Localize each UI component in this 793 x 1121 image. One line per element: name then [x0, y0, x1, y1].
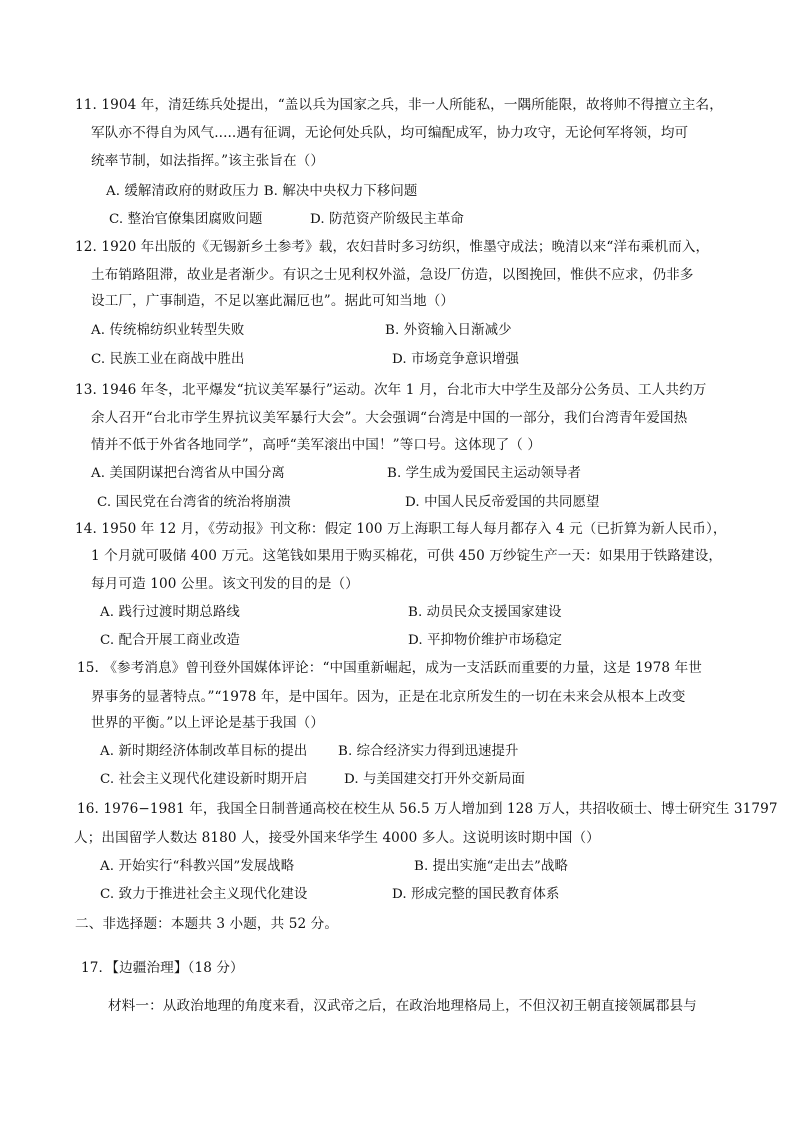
q12-option-b: B. 外资输入日渐减少: [385, 323, 512, 338]
q14-line-3: 每月可造 100 公里。该文刊发的目的是（）: [91, 576, 359, 592]
q11-line-1: 11. 1904 年，清廷练兵处提出，“盖以兵为国家之兵，非一人所能私，一隅所能限，故将帅不得擅立主名，: [75, 97, 723, 113]
q15-option-b: B. 综合经济实力得到迅速提升: [338, 744, 519, 759]
q13-option-c: C. 国民党在台湾省的统治将崩溃: [97, 495, 291, 510]
q11-line-2: 军队亦不得自为风气.....遇有征调，无论何处兵队，均可编配成军，协力攻守，无论何军将领，均可: [91, 125, 689, 141]
q17-title: 17．【边疆治理】（18 分）: [81, 960, 244, 976]
q16-option-b: B. 提出实施“走出去”战略: [414, 859, 568, 874]
q15-line-2: 界事务的显著特点。”“1978 年，是中国年。因为，正是在北京所发生的一切在未来会从根本上改变: [91, 689, 686, 705]
q13-line-1: 13. 1946 年冬，北平爆发“抗议美军暴行”运动。次年 1 月，台北市大中学生及部分公务员、工人共约万: [75, 382, 707, 398]
q12-line-3: 设工厂，广事制造，不足以塞此漏厄也”。据此可知当地（）: [91, 293, 455, 309]
q14-option-a: A. 践行过渡时期总路线: [100, 605, 240, 620]
q15-line-1: 15. 《参考消息》曾刊登外国媒体评论：“中国重新崛起，成为一支活跃而重要的力量，这是 1978 年世: [77, 660, 702, 676]
q14-option-b: B. 动员民众支援国家建设: [408, 605, 562, 620]
q12-option-c: C. 民族工业在商战中胜出: [91, 352, 245, 367]
q16-option-d: D. 形成完整的国民教育体系: [392, 887, 560, 902]
q11-line-3: 统率节制，如法指挥。”该主张旨在（）: [91, 153, 325, 169]
q15-line-3: 世界的平衡。”以上评论是基于我国（）: [91, 715, 325, 731]
q14-option-d: D. 平抑物价维护市场稳定: [408, 633, 562, 648]
q14-line-2: 1 个月就可吸储 400 万元。这笔钱如果用于购买棉花，可供 450 万纱锭生产一天：如果用于铁路建设，: [91, 548, 723, 564]
q13-line-3: 情并不低于外省各地同学”，高呼“美军滚出中国！”等口号。这体现了（ ）: [91, 437, 542, 453]
material-1-text: 材料一：从政治地理的角度来看，汉武帝之后，在政治地理格局上，不但汉初王朝直接领属郡县与: [108, 998, 697, 1014]
q11-option-d: D. 防范资产阶级民主革命: [310, 212, 464, 227]
q13-option-a: A. 美国阴谋把台湾省从中国分离: [91, 466, 285, 481]
q13-option-b: B. 学生成为爱国民主运动领导者: [387, 466, 582, 481]
q12-option-a: A. 传统棉纺织业转型失败: [91, 323, 245, 338]
q13-line-2: 余人召开“台北市学生界抗议美军暴行大会”。大会强调“台湾是中国的一部分，我们台湾青年爱国热: [91, 410, 688, 426]
q12-line-2: 土布销路阻滞，故业是者渐少。有识之士见利权外溢，急设厂仿造，以图挽回，惟供不应求，仍非多: [91, 267, 694, 283]
q11-option-c: C. 整治官僚集团腐败问题: [109, 212, 263, 227]
q16-option-c: C. 致力于推进社会主义现代化建设: [100, 887, 308, 902]
q13-option-d: D. 中国人民反帝爱国的共同愿望: [405, 495, 600, 510]
q15-option-a: A. 新时期经济体制改革目标的提出: [100, 744, 308, 759]
q15-option-d: D. 与美国建交打开外交新局面: [344, 772, 525, 787]
q12-option-d: D. 市场竞争意识增强: [392, 352, 519, 367]
q12-line-1: 12. 1920 年出版的《无锡新乡土参考》载，农妇昔时多习纺织，惟墨守成法；晚清以来“洋布乘机而入，: [75, 239, 710, 255]
q16-line-1: 16. 1976−1981 年，我国全日制普通高校在校生从 56.5 万人增加到 128 万人，共招收硕士、博士研究生 31797: [77, 801, 778, 817]
q16-option-a: A. 开始实行“科教兴国”发展战略: [100, 859, 295, 874]
section-heading: 二、非选择题：本题共 3 小题，共 52 分。: [75, 916, 339, 932]
q14-option-c: C. 配合开展工商业改造: [100, 633, 240, 648]
q14-line-1: 14. 1950 年 12 月，《劳动报》刊文称：假定 100 万上海职工每人每月都存入 4 元（已折算为新人民币），: [75, 521, 727, 537]
q15-option-c: C. 社会主义现代化建设新时期开启: [100, 772, 308, 787]
q11-option-ab: A. 缓解清政府的财政压力 B. 解决中央权力下移问题: [106, 184, 418, 199]
q16-line-2: 人；出国留学人数达 8180 人，接受外国来华学生 4000 多人。这说明该时期中国（）: [74, 830, 600, 846]
